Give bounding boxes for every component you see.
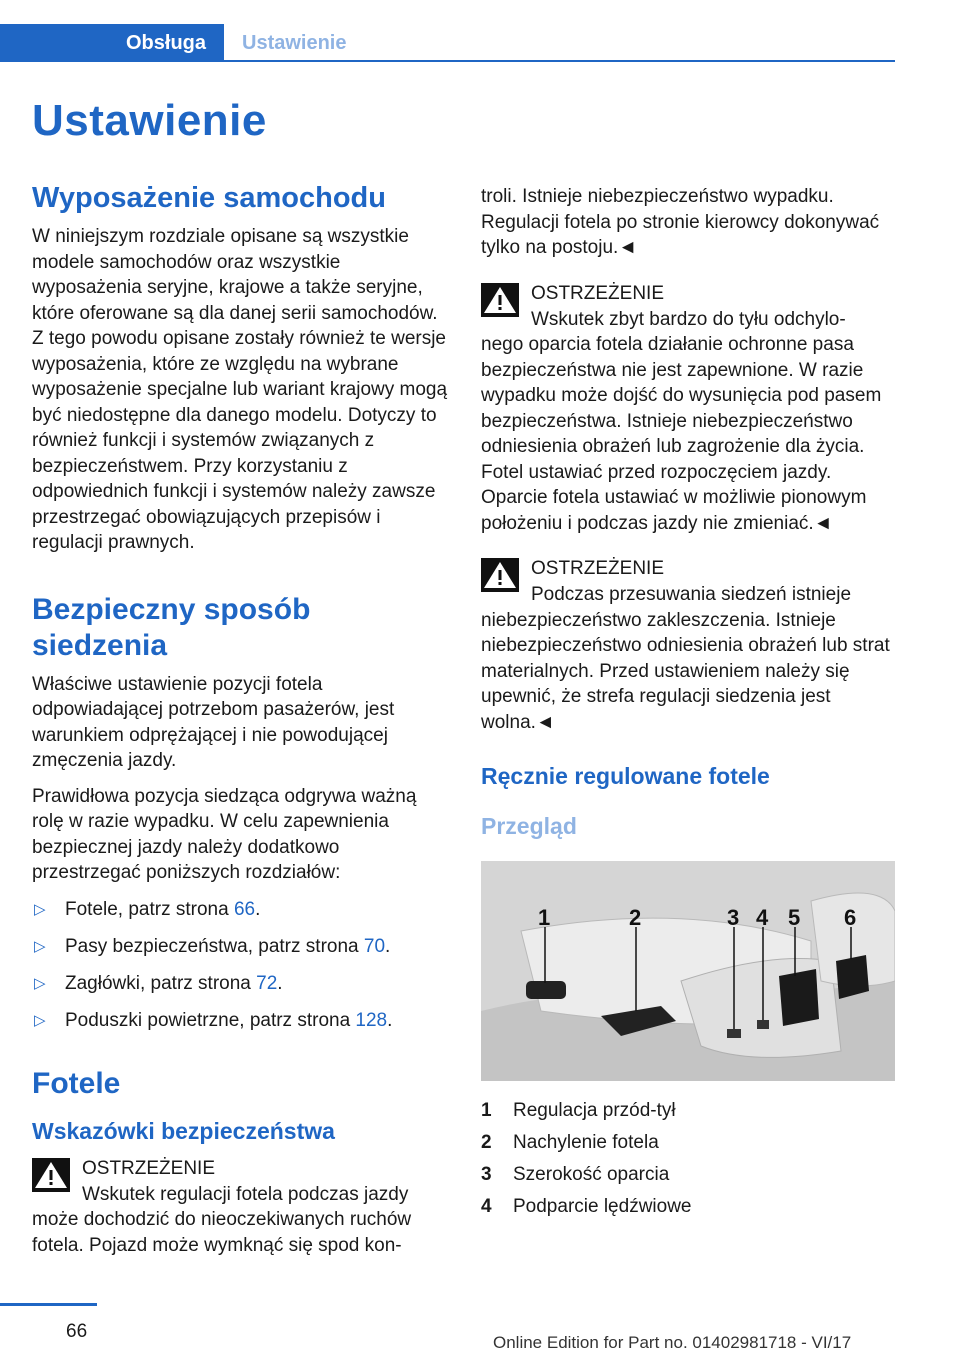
seat-controls-figure [481,861,895,1081]
left-column [32,180,450,1258]
triangle-bullet-icon: ▷ [34,937,46,955]
header-divider [224,60,895,62]
edition-text: Online Edition for Part no. 01402981718 - VI/17 [493,1333,852,1352]
triangle-bullet-icon: ▷ [34,1011,46,1029]
warning-text: Podczas przesuwania siedzeń istnieje niebezpieczeństwo zakleszczenia. Istnieje niebezpieczeństwo odniesienia obrażeń lub strat materialnych. Przed ustawieniem należy się upewnić, że strefa regulacji siedzenia jest wolna.◄ [481,584,890,733]
header-bar [0,24,895,62]
warning-block [32,1156,450,1259]
figure-callout-5: 5 [788,905,801,930]
warning-label: OSTRZEŻENIE [531,558,665,579]
page-title: Ustawienie [32,96,267,145]
warning-text: Wskutek zbyt bardzo do tyłu odchylo- nego oparcia fotela działanie ochronne pasa bezpieczeństwa nie jest zapewnione. W razie wypadku może dojść do wysunięcia pod pasem bezpieczeństwa. Istnieje niebezpieczeństwo odniesienia obrażeń lub zagrożenie dla życia. Fotel ustawiać przed rozpoczęciem jazdy. Oparcie fotela ustawiać w możliwie pionowym położeniu i podczas jazdy nie zmieniać.◄ [481,308,882,534]
warning-block [481,556,897,735]
page-link[interactable]: 70 [363,935,386,957]
tab-ustawienie[interactable]: Ustawienie [242,31,347,54]
section-text-wyposazenie: W niniejszym rozdziale opisane są wszystkie modele samochodów oraz wszystkie wyposażenia seryjne, krajowe a także seryjne, które oferowane są dla danej serii samochodów. Z tego powodu opisane zostały również te wersje wyposażenia, które ze względu na wybrane wyposażenie specjalne lub wariant krajowy mogą być niedostępne dla danego modelu. Dotyczy to również funkcji i systemów związanych z bezpieczeństwem. Przy korzystaniu z odpowiednich funkcji i systemów należy zawsze przestrzegać obowiązujących przepisów i regulacji prawnych. [32,226,448,553]
warning-block [481,281,897,537]
legend-item: 3 Szerokość oparcia [481,1164,670,1185]
legend-item: 1 Regulacja przód-tył [481,1100,676,1121]
warning-triangle-icon [481,283,519,317]
warning-triangle-icon [32,1158,70,1192]
section-title-wyposazenie: Wyposażenie samochodu [32,182,386,214]
page-link[interactable]: 66 [233,898,256,920]
figure-callout-4: 4 [756,905,769,930]
warning-label: OSTRZEŻENIE [82,1157,216,1179]
seat-illustration [481,861,895,1081]
warning-text: Wskutek regulacji fotela podczas jazdy może dochodzić do nieoczekiwanych ruchów fotela. Pojazd może wymknąć się spod kon- [32,1183,412,1256]
legend-item: 2 Nachylenie fotela [481,1132,659,1153]
triangle-bullet-icon: ▷ [34,974,46,992]
warning-triangle-icon [481,558,519,592]
legend-item: 4 Podparcie lędźwiowe [481,1196,692,1217]
page-link[interactable]: 72 [256,972,278,994]
list-item: ▷ Pasy bezpieczeństwa, patrz strona 70. [32,934,450,960]
figure-callout-6: 6 [844,905,857,930]
list-item: ▷ Poduszki powietrzne, patrz strona 128. [32,1008,450,1034]
subsection-title-przeglad: Przegląd [481,813,577,839]
list-item: ▷ Zagłówki, patrz strona 72. [32,971,450,997]
section-title-fotele: Fotele [32,1066,121,1100]
warning-label: OSTRZEŻENIE [531,282,665,304]
figure-callout-3: 3 [727,905,740,930]
section-text-bezpieczny-2: Prawidłowa pozycja siedząca odgrywa ważną rolę w razie wypadku. W celu zapewnienia bezpiecznej jazdy należy dodatkowo przestrzegać poniższych rozdziałów: [32,785,417,883]
page-link[interactable]: 128 [355,1009,388,1031]
triangle-bullet-icon: ▷ [34,900,46,918]
tab-obsluga-label: Obsługa [125,31,206,54]
footer-divider [0,1303,97,1306]
section-title-bezpieczny: Bezpieczny sposób siedzenia [32,592,311,662]
subsection-title-wskazowki: Wskazówki bezpieczeństwa [32,1117,335,1144]
section-text-bezpieczny-1: Właściwe ustawienie pozycji fotela odpowiadającej potrzebom pasażerów, jest warunkiem odprężającej i nie powodującej zmęczenia jazdy. [32,673,395,771]
right-column [481,184,897,1223]
page-number: 66 [66,1321,88,1342]
figure-callout-1: 1 [538,905,551,930]
list-item: ▷ Fotele, patrz strona 66. [32,897,450,923]
subsection-title-recznie: Ręcznie regulowane fotele [481,763,770,789]
tab-obsluga[interactable] [0,24,224,62]
warning-text-continued: troli. Istnieje niebezpieczeństwo wypadku. Regulacji fotela po stronie kierowcy dokonywać tylko na postoju.◄ [481,186,880,258]
reference-list [32,897,450,1034]
figure-callout-2: 2 [629,905,642,930]
figure-legend [481,1095,897,1223]
